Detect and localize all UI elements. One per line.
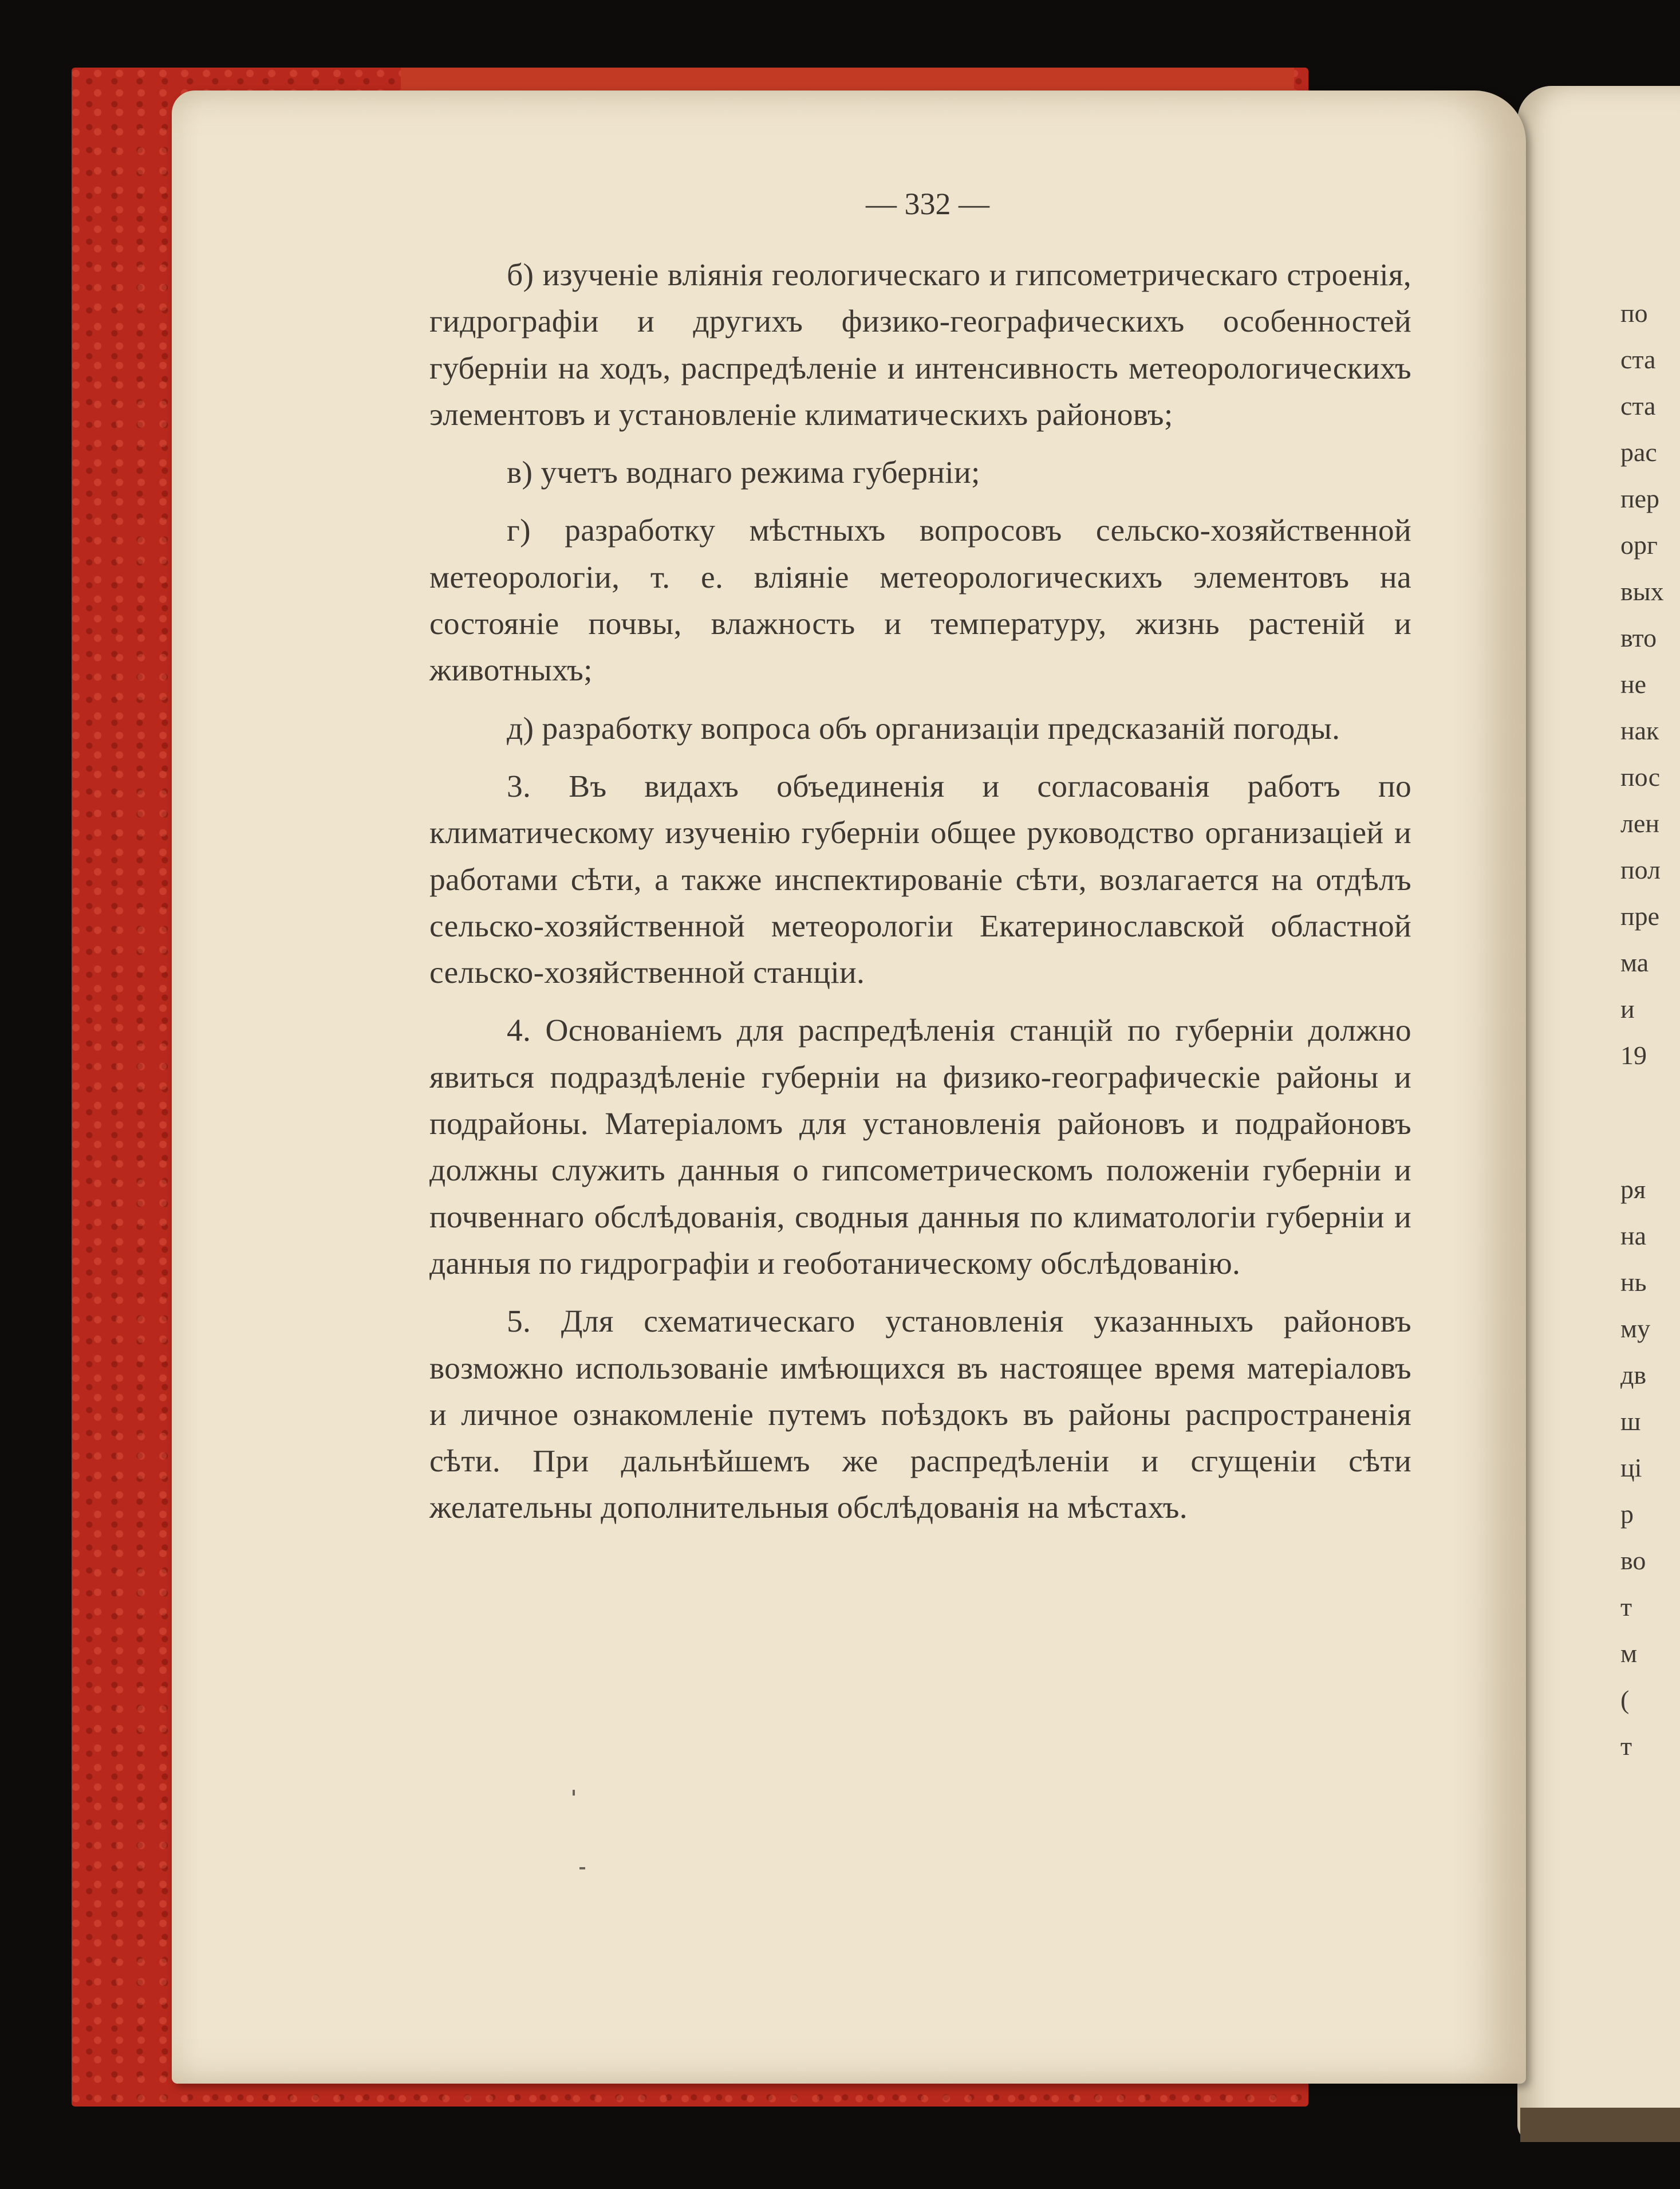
paragraph-5: 5. Для схематическаго установленія указанныхъ районовъ возможно использованіе имѣющихся въ настоящее время матеріаловъ и личное ознакомленіе путемъ поѣздокъ въ районы распространенія сѣти. При дальнѣйшемъ же распредѣленіи и сгущеніи сѣти желательны дополнительныя обслѣдованія на мѣстахъ. xyxy=(429,1304,1411,1526)
facing-page-line-fragment: ма xyxy=(1620,948,1649,977)
facing-page-line-fragment: ста xyxy=(1620,391,1656,420)
facing-page xyxy=(1517,86,1680,2142)
facing-page-line-fragment: рас xyxy=(1620,438,1657,467)
facing-page-line-fragment: пос xyxy=(1620,762,1661,792)
facing-page-line-fragment: ( xyxy=(1620,1685,1630,1714)
paragraph-d: д) разработку вопроса объ организаціи предсказаній погоды. xyxy=(507,711,1340,746)
facing-page-line-fragment: не xyxy=(1620,670,1647,699)
facing-page-line-fragment: по xyxy=(1620,298,1648,328)
paragraph-g: г) разработку мѣстныхъ вопросовъ сельско-хозяйственной метеорологіи, т. е. вліяніе метеорологическихъ элементовъ на состояніе почвы, влажность и температуру, жизнь растеній и животныхъ; xyxy=(429,513,1411,688)
page-text xyxy=(429,252,1411,1543)
facing-page-line-fragment: ці xyxy=(1620,1453,1642,1482)
facing-page-line-fragment: и xyxy=(1620,994,1635,1023)
facing-page-line-fragment: лен xyxy=(1620,809,1659,838)
facing-page-line-fragment: дв xyxy=(1620,1360,1647,1389)
facing-page-line-fragment: вых xyxy=(1620,577,1664,606)
facing-page-line-fragment: во xyxy=(1620,1546,1646,1575)
facing-page-line-fragment: 19 xyxy=(1620,1041,1647,1070)
facing-page-line-fragment: пер xyxy=(1620,484,1660,513)
paragraph-v: в) учетъ воднаго режима губерніи; xyxy=(507,455,980,491)
facing-page-line-fragment: пол xyxy=(1620,855,1661,884)
facing-page-line-fragment: орг xyxy=(1620,530,1658,560)
paragraph-4: 4. Основаніемъ для распредѣленія станцій по губерніи должно явиться подраздѣленіе губерніи на физико-географическіе районы и подрайоны. Матеріаломъ для установленія районовъ и подрайоновъ должны служить данныя о гипсометрическомъ положеніи губерніи и почвеннаго обслѣдованія, сводныя данныя по климатологіи губерніи и данныя по гидрографіи и геоботаническому обслѣдованію. xyxy=(429,1013,1411,1281)
ink-speck xyxy=(573,1790,575,1796)
facing-page-line-fragment: т xyxy=(1620,1731,1632,1761)
facing-page-line-fragment: пре xyxy=(1620,901,1660,931)
facing-page-line-fragment: р xyxy=(1620,1499,1634,1529)
paragraph-b: б) изученіе вліянія геологическаго и гипсометрическаго строенія, гидрографіи и другихъ физико-географическихъ особенностей губерніи на ходъ, распредѣленіе и интенсивность метеорологическихъ элементовъ и установленіе климатическихъ районовъ; xyxy=(429,258,1411,432)
facing-page-line-fragment: нь xyxy=(1620,1267,1647,1297)
facing-page-line-fragment: ш xyxy=(1620,1407,1641,1436)
ink-speck xyxy=(579,1867,585,1869)
facing-page-line-fragment: му xyxy=(1620,1314,1651,1343)
book-binding xyxy=(1520,2108,1680,2142)
paragraph-3: 3. Въ видахъ объединенія и согласованія работъ по климатическому изученію губерніи общее руководство организаціей и работами сѣти, а также инспектированіе сѣти, возлагается на отдѣлъ сельско-хозяйственной метеорологіи Екатеринославской областной сельско-хозяйственной станціи. xyxy=(429,769,1411,991)
facing-page-line-fragment: на xyxy=(1620,1221,1647,1250)
facing-page-line-fragment: нак xyxy=(1620,716,1659,745)
facing-page-line-fragment: м xyxy=(1620,1639,1638,1668)
facing-page-line-fragment: т xyxy=(1620,1592,1632,1621)
facing-page-line-fragment: ря xyxy=(1620,1175,1646,1204)
page-number: — 332 — xyxy=(866,187,989,221)
facing-page-line-fragment: ста xyxy=(1620,345,1656,374)
facing-page-line-fragment: вто xyxy=(1620,623,1657,652)
